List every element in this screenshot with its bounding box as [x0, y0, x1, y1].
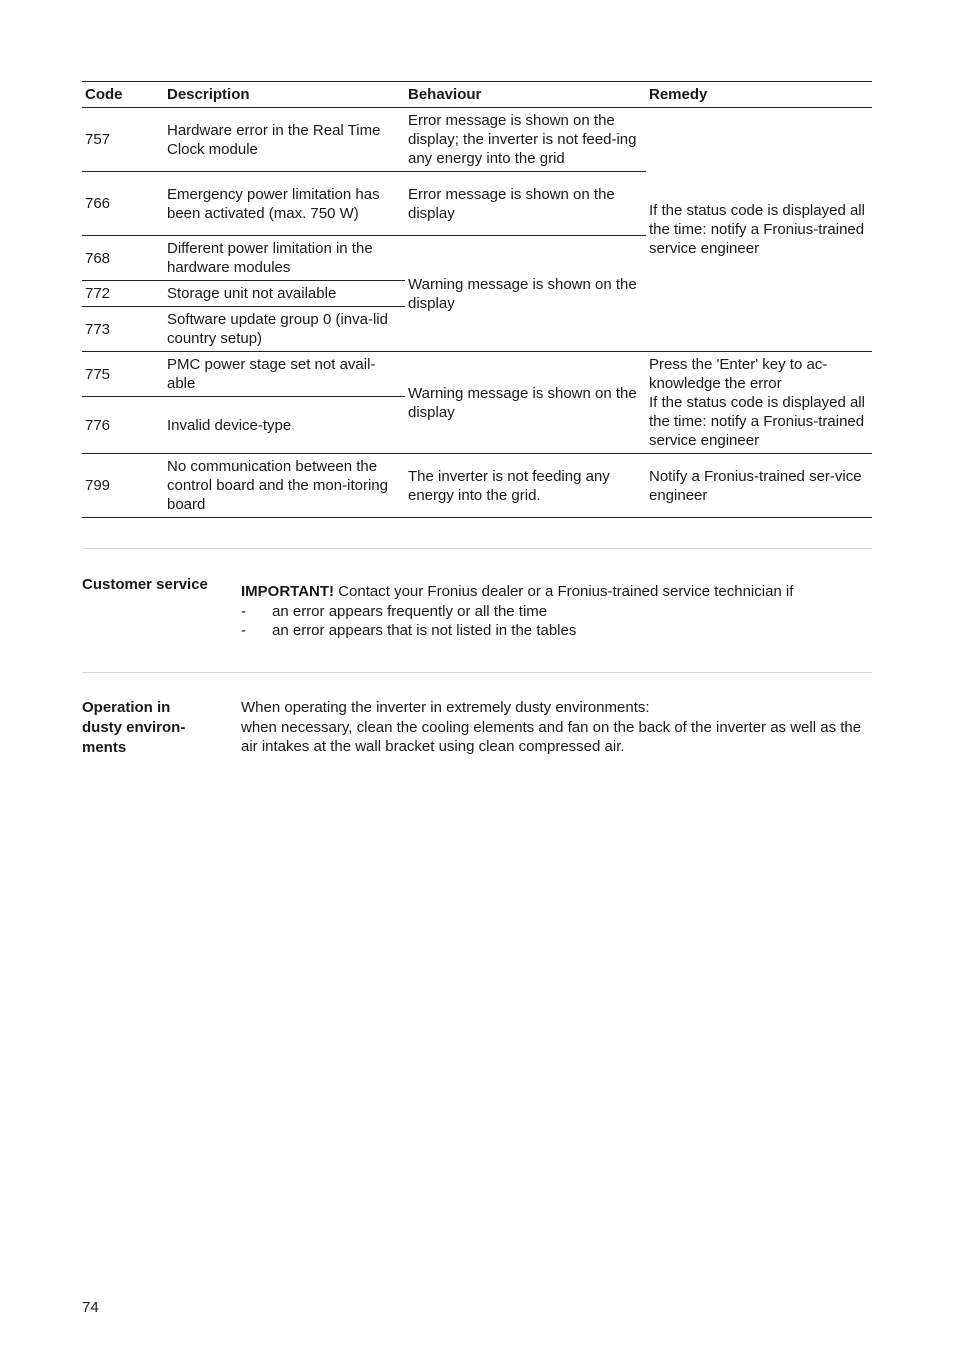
bullet-marker: -	[241, 602, 246, 620]
header-behaviour: Behaviour	[405, 82, 646, 108]
customer-service-body	[241, 582, 875, 641]
section-divider	[82, 672, 872, 673]
important-label: IMPORTANT!	[241, 583, 335, 600]
behaviour-cell: Error message is shown on the display; the inverter is not feed-ing any energy into the grid	[405, 108, 646, 172]
description-cell: Software update group 0 (inva-lid country setup)	[164, 307, 405, 352]
description-cell: PMC power stage set not avail-able	[164, 352, 405, 397]
list-item	[241, 602, 875, 622]
description-cell: Storage unit not available	[164, 281, 405, 307]
table-row	[82, 352, 872, 397]
remedy-cell	[646, 352, 872, 454]
description-cell: No communication between the control board and the mon-itoring board	[164, 454, 405, 518]
description-cell: Hardware error in the Real Time Clock module	[164, 108, 405, 172]
code-cell: 768	[82, 236, 164, 281]
remedy-line: If the status code is displayed all the time: notify a Fronius-trained service engineer	[649, 394, 865, 449]
paragraph: when necessary, clean the cooling elements and fan on the back of the inverter as well as the air intakes at the wall bracket using clean compressed air.	[241, 718, 862, 755]
customer-service-heading: Customer service	[82, 576, 208, 593]
list-item	[241, 621, 875, 641]
dusty-operation-heading: Operation in dusty environ-ments	[82, 699, 186, 756]
code-cell: 757	[82, 108, 164, 172]
code-cell: 773	[82, 307, 164, 352]
list-item-text: an error appears that is not listed in the tables	[272, 622, 577, 639]
header-code: Code	[82, 82, 164, 108]
table-row	[82, 454, 872, 518]
remedy-cell: Notify a Fronius-trained ser-vice engineer	[646, 454, 872, 518]
paragraph: When operating the inverter in extremely dusty environments:	[241, 699, 650, 716]
code-cell: 766	[82, 172, 164, 236]
table-row	[82, 108, 872, 172]
behaviour-cell: Error message is shown on the display	[405, 172, 646, 236]
remedy-line: Press the 'Enter' key to ac-knowledge the error	[649, 356, 828, 392]
header-description: Description	[164, 82, 405, 108]
code-cell: 772	[82, 281, 164, 307]
description-cell: Emergency power limitation has been activated (max. 750 W)	[164, 172, 405, 236]
page-number: 74	[82, 1299, 99, 1316]
status-code-table	[82, 81, 872, 518]
bullet-marker: -	[241, 622, 246, 639]
description-cell: Different power limitation in the hardware modules	[164, 236, 405, 281]
important-notice	[241, 582, 875, 602]
important-text: Contact your Fronius dealer or a Fronius-trained service technician if	[334, 583, 794, 600]
remedy-cell: If the status code is displayed all the time: notify a Fronius-trained service engineer	[646, 108, 872, 352]
code-cell: 775	[82, 352, 164, 397]
behaviour-cell: Warning message is shown on the display	[405, 236, 646, 352]
behaviour-cell: Warning message is shown on the display	[405, 352, 646, 454]
header-remedy: Remedy	[646, 82, 872, 108]
dusty-operation-body	[241, 698, 875, 757]
description-cell: Invalid device-type	[164, 397, 405, 454]
code-cell: 799	[82, 454, 164, 518]
list-item-text: an error appears frequently or all the time	[272, 602, 548, 620]
code-cell: 776	[82, 397, 164, 454]
behaviour-cell: The inverter is not feeding any energy into the grid.	[405, 454, 646, 518]
table-header-row	[82, 82, 872, 108]
section-divider	[82, 548, 872, 549]
